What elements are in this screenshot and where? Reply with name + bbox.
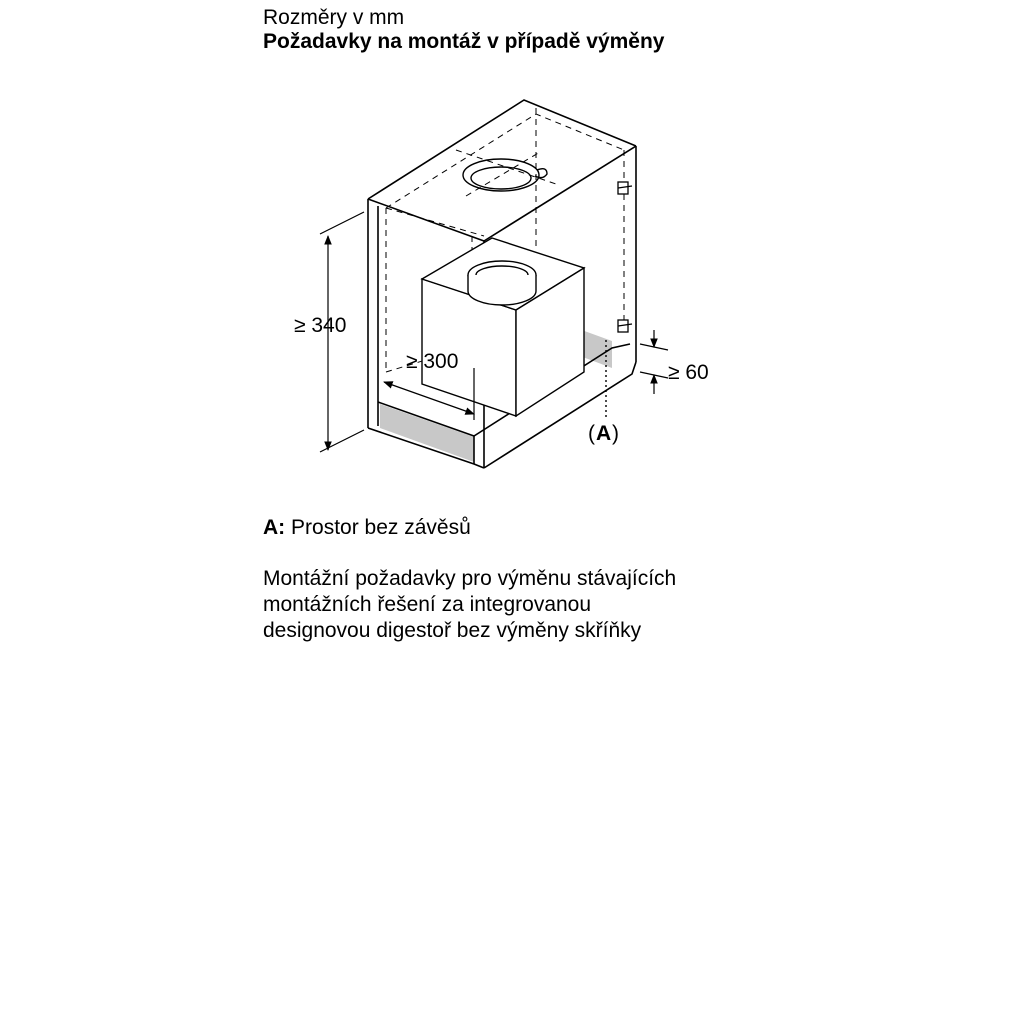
- hidden-ceiling-line: [386, 208, 484, 236]
- depth-label: ≥ 300: [406, 350, 459, 373]
- callout-label: A: [596, 422, 612, 445]
- legend-key: A:: [263, 516, 286, 539]
- lower-bracket: [618, 320, 632, 332]
- height-label: ≥ 340: [294, 314, 347, 337]
- legend-text: Prostor bez závěsů: [291, 516, 471, 539]
- callout-open-paren: (: [588, 422, 595, 445]
- cabinet-top-front-edge: [368, 100, 636, 199]
- gap-dimension: [640, 330, 668, 394]
- height-ext-top: [320, 212, 364, 234]
- heading-title: Rozměry v mm: [263, 6, 405, 29]
- cabinet-front-top-edge: [368, 199, 484, 241]
- cabinet-top-right-edge: [484, 146, 636, 241]
- legend: [263, 516, 471, 540]
- description-line: Montážní požadavky pro výměnu stávajících: [263, 567, 677, 590]
- gap-label: ≥ 60: [668, 361, 709, 384]
- top-opening-outer: [463, 159, 539, 191]
- height-ext-bottom: [320, 430, 364, 452]
- hood-unit: [422, 238, 584, 416]
- hidden-back-top: [386, 114, 624, 208]
- hinge-brackets: [618, 182, 632, 332]
- top-duct-opening: [463, 159, 547, 191]
- top-opening-inner: [471, 167, 531, 189]
- description-line: designovou digestoř bez výměny skříňky: [263, 619, 642, 642]
- callout-close-paren: ): [612, 422, 619, 445]
- description-line: montážních řešení za integrovanou: [263, 593, 592, 616]
- description: [263, 566, 763, 644]
- heading-subtitle: Požadavky na montáž v případě výměny: [263, 30, 665, 53]
- hood-collar-side: [468, 275, 536, 305]
- upper-bracket: [618, 182, 632, 194]
- front-rail-shaded: [380, 404, 474, 462]
